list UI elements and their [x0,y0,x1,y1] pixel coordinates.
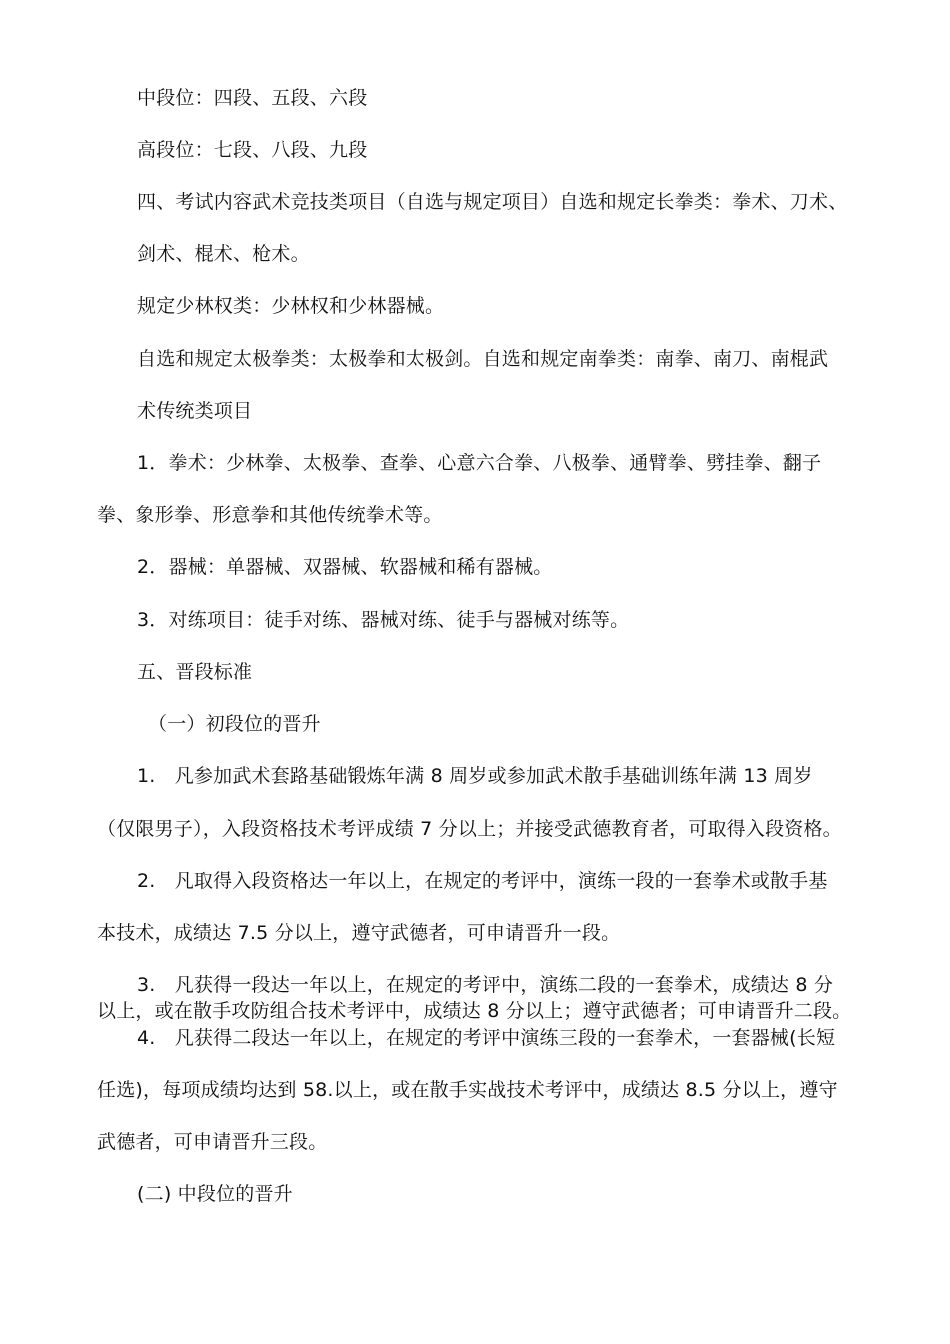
text-line-9: 拳、象形拳、形意拳和其他传统拳术等。 [97,504,443,526]
text-line-5: 规定少林权类：少林权和少林器械。 [137,295,445,317]
text-line-18: 3. 凡获得一段达一年以上，在规定的考评中，演练二段的一套拳术，成绩达 8 分 [137,974,834,996]
text-line-7: 术传统类项目 [137,400,253,422]
subsection-heading-1: （一）初段位的晋升 [148,713,321,735]
text-line-2: 高段位：七段、八段、九段 [137,139,368,161]
subsection-heading-2: (二) 中段位的晋升 [137,1183,293,1205]
section-heading-5: 五、晋段标准 [137,661,253,683]
text-line-15: （仅限男子），入段资格技术考评成绩 7 分以上；并接受武德教育者，可取得入段资格。 [97,818,842,840]
text-line-20: 4. 凡获得二段达一年以上，在规定的考评中演练三段的一套拳术，一套器械(长短 [137,1027,836,1049]
text-line-22: 武德者，可申请晋升三段。 [97,1131,328,1153]
text-line-11: 3．对练项目：徒手对练、器械对练、徒手与器械对练等。 [137,609,630,631]
text-line-6: 自选和规定太极拳类：太极拳和太极剑。自选和规定南拳类：南拳、南刀、南棍武 [137,348,829,370]
text-line-3: 四、考试内容武术竞技类项目（自选与规定项目）自选和规定长拳类：拳术、刀术、 [137,191,848,213]
text-line-10: 2．器械：单器械、双器械、软器械和稀有器械。 [137,556,553,578]
text-line-14: 1. 凡参加武术套路基础锻炼年满 8 周岁或参加武术散手基础训练年满 13 周岁 [137,765,813,787]
text-line-17: 本技术，成绩达 7.5 分以上，遵守武德者，可申请晋升一段。 [97,922,621,944]
text-line-21: 任选)，每项成绩均达到 58.以上，或在散手实战技术考评中，成绩达 8.5 分以上，遵守 [97,1079,838,1101]
text-line-1: 中段位：四段、五段、六段 [137,87,368,109]
text-line-4: 剑术、棍术、枪术。 [137,243,310,265]
text-line-8: 1．拳术：少林拳、太极拳、查拳、心意六合拳、八极拳、通臂拳、劈挂拳、翻子 [137,452,822,474]
text-line-19: 以上，或在散手攻防组合技术考评中，成绩达 8 分以上；遵守武德者；可申请晋升二段。 [97,1000,852,1022]
text-line-16: 2. 凡取得入段资格达一年以上，在规定的考评中，演练一段的一套拳术或散手基 [137,870,828,892]
